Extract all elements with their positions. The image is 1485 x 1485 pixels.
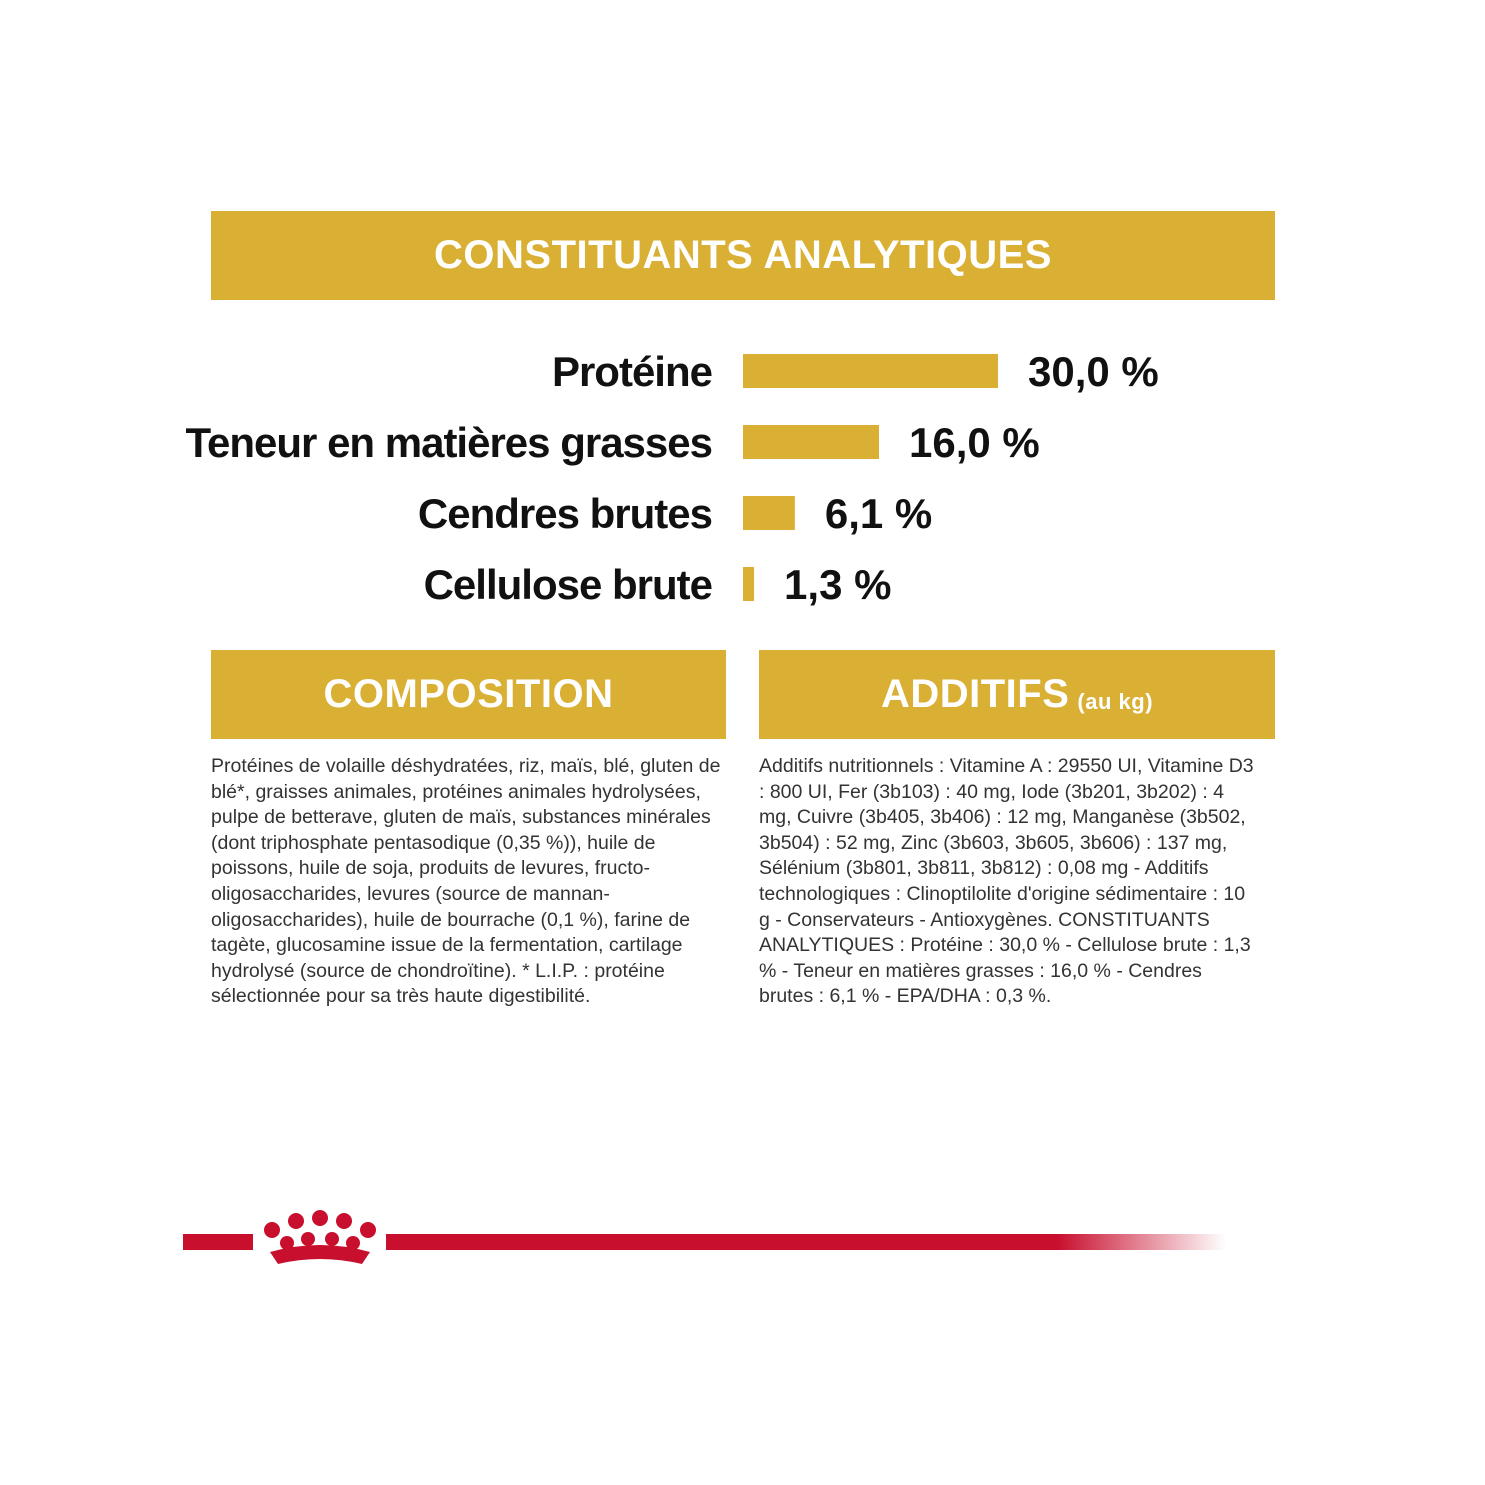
additifs-banner <box>759 650 1275 739</box>
composition-banner <box>211 650 726 739</box>
royal-canin-crown-icon <box>264 1210 376 1264</box>
brand-footer-line <box>0 1200 1485 1280</box>
additifs-title: ADDITIFS <box>880 672 1070 716</box>
composition-title: COMPOSITION <box>323 672 614 716</box>
nutrient-label: Teneur en matières grasses <box>185 419 712 466</box>
nutrient-bar <box>743 496 795 530</box>
nutrient-bar-chart <box>0 330 1485 620</box>
nutrient-label: Cellulose brute <box>423 561 712 608</box>
nutrient-value-label: 16,0 % <box>909 419 1040 466</box>
additifs-title-suffix: (au kg) <box>1077 688 1154 714</box>
composition-text: Protéines de volaille déshydratées, riz, maïs, blé, gluten de blé*, graisses animales, protéines animales hydrolysées, pulpe de betterave, gluten de maïs, substances minérales (dont triphosphate pentasodique (0,35 %)), huile de poissons, huile de soja, produits de levures, fructo-oligosaccharides, levures (source de mannan-oligosaccharides), huile de bourrache (0,1 %), farine de tagète, glucosamine issue de la fermentation, cartilage hydrolysé (source de chondroïtine). * L.I.P. : protéine sélectionnée pour sa très haute digestibilité. <box>211 755 721 1008</box>
nutrient-bar <box>743 425 879 459</box>
nutrient-label: Protéine <box>551 348 712 395</box>
analytics-title: CONSTITUANTS ANALYTIQUES <box>434 233 1052 277</box>
additifs-text: Additifs nutritionnels : Vitamine A : 29550 UI, Vitamine D3 : 800 UI, Fer (3b103) : 40 mg, Iode (3b201, 3b202) : 4 mg, Cuivre (3b405, 3b406) : 12 mg, Manganèse (3b502, 3b504) : 52 mg, Zinc (3b603, 3b605, 3b606) : 137 mg, Sélénium (3b801, 3b811, 3b812) : 0,08 mg - Additifs technologiques : Clinoptilolite d'origine sédimentaire : 10 g - Conservateurs - Antioxygènes. CONSTITUANTS ANALYTIQUES : Protéine : 30,0 % - Cellulose brute : 1,3 % - Teneur en matières grasses : 16,0 % - Cendres brutes : 6,1 % - EPA/DHA : 0,3 %. <box>759 755 1254 1008</box>
nutrient-value-label: 6,1 % <box>824 490 933 537</box>
nutrient-value-label: 1,3 % <box>784 561 892 608</box>
nutrient-label: Cendres brutes <box>417 490 712 537</box>
brand-line-left <box>183 1234 253 1250</box>
analytics-banner <box>211 211 1275 300</box>
nutrient-value-label: 30,0 % <box>1028 348 1159 395</box>
nutrient-bar <box>743 567 754 601</box>
brand-line-right <box>386 1234 1226 1250</box>
nutrient-bar <box>743 354 998 388</box>
